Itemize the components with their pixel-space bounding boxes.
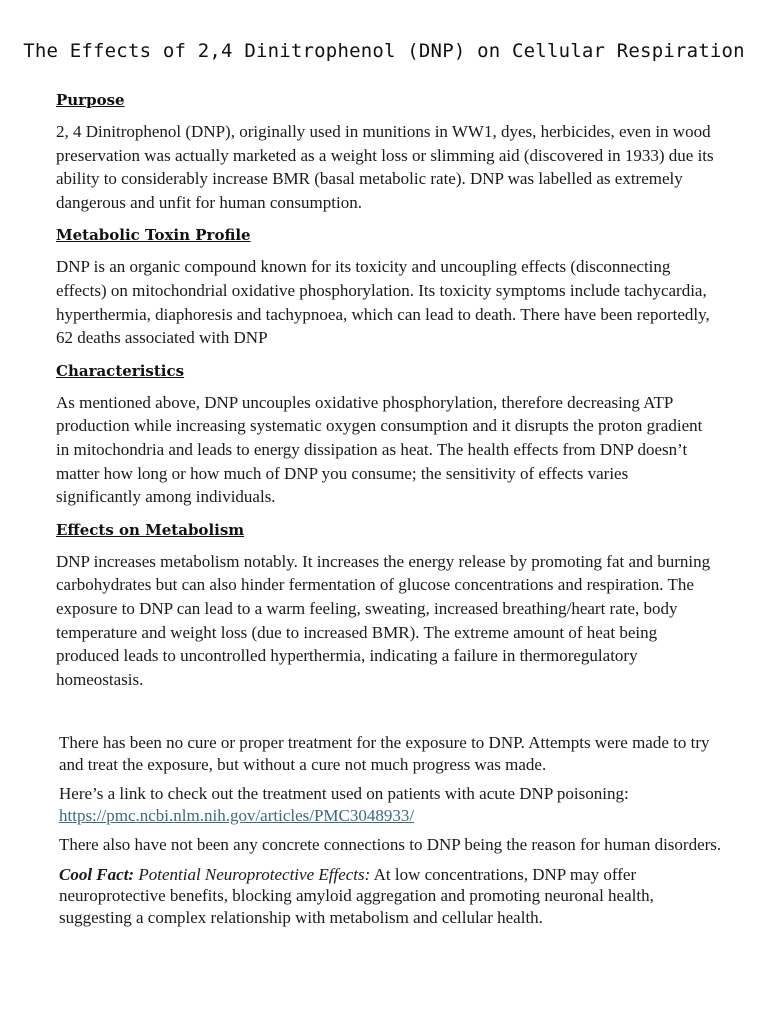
cool-fact-body: At low concentrations, DNP may offer neuroprotective benefits, blocking amyloid aggregation and promoting neuronal health, suggesting a complex relationship with metabolism and cellular health. xyxy=(59,864,654,927)
cool-fact-label: Cool Fact: xyxy=(59,864,135,884)
treatment-article-link[interactable]: https://pmc.ncbi.nlm.nih.gov/articles/PMC3048933/ xyxy=(59,805,415,825)
section-effects-on-metabolism xyxy=(56,519,716,692)
cool-fact-paragraph xyxy=(59,864,725,929)
notes-block xyxy=(59,732,725,936)
section-body: DNP increases metabolism notably. It increases the energy release by promoting fat and burning carbohydrates but can also hinder fermentation of glucose concentrations and respiration. The exposure to DNP can lead to a warm feeling, sweating, increased breathing/heart rate, body temperature and weight loss (due to increased BMR). The extreme amount of heat being produced leads to uncontrolled hyperthermia, indicating a failure in thermoregulatory homeostasis. xyxy=(56,551,711,689)
main-content xyxy=(56,89,716,701)
section-heading: Metabolic Toxin Profile xyxy=(56,226,251,245)
no-connection-paragraph: There also have not been any concrete connections to DNP being the reason for human disorders. xyxy=(59,835,722,854)
section-heading: Effects on Metabolism xyxy=(56,520,245,539)
section-heading: Characteristics xyxy=(56,361,185,380)
section-body: As mentioned above, DNP uncouples oxidative phosphorylation, therefore decreasing ATP production while increasing systematic oxygen consumption and it disrupts the proton gradient in mitochondria and leads to energy dissipation as heat. The health effects from DNP doesn’t matter how long or how much of DNP you consume; the sensitivity of effects varies significantly among individuals. xyxy=(56,392,703,507)
no-cure-paragraph: There has been no cure or proper treatment for the exposure to DNP. Attempts were made to try and treat the exposure, but without a cure not much progress was made. xyxy=(59,733,710,774)
section-body: DNP is an organic compound known for its toxicity and uncoupling effects (disconnecting effects) on mitochondrial oxidative phosphorylation. Its toxicity symptoms include tachycardia, hyperthermia, diaphoresis and tachypnoea, which can lead to death. There have been reportedly, 62 deaths associated with DNP xyxy=(56,257,710,348)
section-metabolic-toxin-profile xyxy=(56,224,716,349)
section-characteristics xyxy=(56,360,716,509)
section-body: 2, 4 Dinitrophenol (DNP), originally used in munitions in WW1, dyes, herbicides, even in wood preservation was actually marketed as a weight loss or slimming aid (discovered in 1933) due its ability to considerably increase BMR (basal metabolic rate). DNP was labelled as extremely dangerous and unfit for human consumption. xyxy=(56,122,714,212)
treatment-link-paragraph xyxy=(59,783,725,826)
section-purpose xyxy=(56,89,716,214)
cool-fact-subtitle: Potential Neuroprotective Effects: xyxy=(138,864,371,884)
link-intro-text: Here’s a link to check out the treatment used on patients with acute DNP poisoning: xyxy=(59,784,629,803)
page-title: The Effects of 2,4 Dinitrophenol (DNP) on Cellular Respiration xyxy=(23,40,745,62)
section-heading: Purpose xyxy=(56,91,125,109)
